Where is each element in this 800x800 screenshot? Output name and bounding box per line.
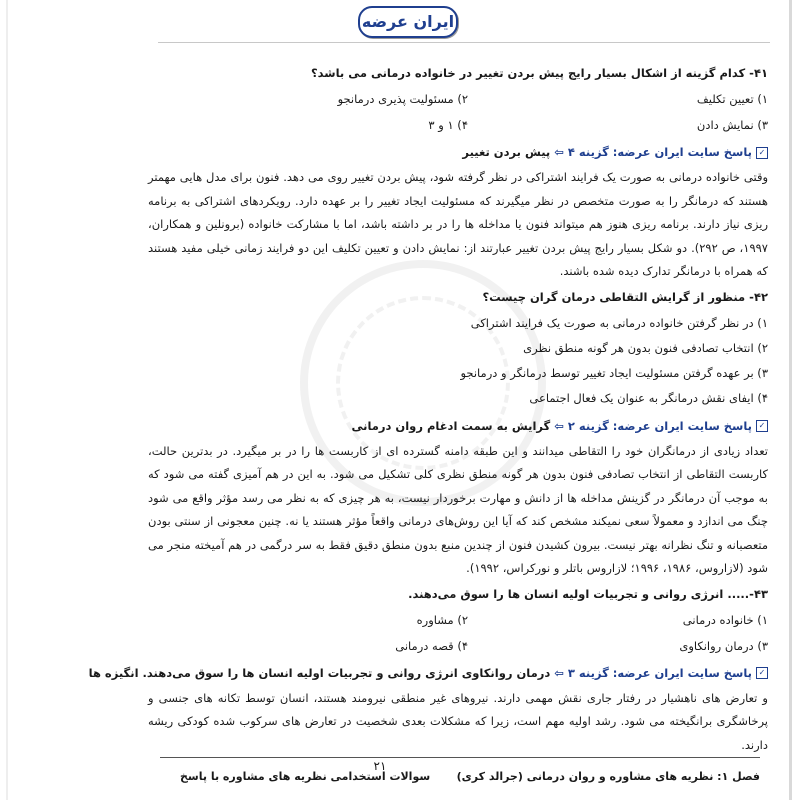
question-41-options-row-1: [148, 87, 768, 111]
question-43-explanation: و تعارض های ناهشیار در رفتار جاری نقش مهمی دارند. نیروهای غیر منطقی نیرومند هستند، انسان توسط تکانه های جنسی و پرخاشگری برانگیخته می شود. رشد اولیه مهم است، زیرا که مشکلات بعدی شخصیت در تعارض های سرکوب شده کودکی ریشه دارند.: [148, 690, 768, 752]
question-42-answer-text: گرایش به سمت ادغام روان درمانی: [351, 418, 555, 433]
question-41-option-1: ۱) تعیین تکلیف: [696, 92, 768, 106]
checkbox-icon: ✓: [756, 147, 768, 159]
question-42-explanation: تعداد زیادی از درمانگران خود را التقاطی میدانند و این طبقه دامنه گسترده ای از کاربست ها را در بر میگیرد. در بدترین حالت، کاربست التقاطی از انتخاب تصادفی فنون بدون هر گونه منطق نظری کلی تشکیل می شود. به این در هم آمیزی گفته می شود که به موجب آن درمانگر در گزینش مداخله ها از دانش و مهارت برخوردار نیست، به هر چیزی که به نظر می رسد مؤثر واقع می شود چنگ می اندازد و معمولاً سعی نمیکند مشخص کند که آیا این روش‌های درمانی واقعاً مؤثر هستند یا نه. چنین معجونی از سنتی بودن متعصبانه و تنگ نظرانه بهتر نیست. بیرون کشیدن فنون از چندین منبع بدون منطق دقیق فقط به سر درگمی در هم آمیخته منجر می شود (لازاروس، ۱۹۸۶، ۱۹۹۶؛ لازاروس باتلر و نورکراس، ۱۹۹۲).: [148, 443, 768, 575]
question-43-options-row-2: [148, 634, 768, 658]
question-42-answer-prefix: پاسخ سایت ایران عرضه: گزینه ۲ ⇦: [554, 418, 752, 433]
question-43-answer: [88, 662, 768, 685]
question-41-options-row-2: [148, 113, 768, 137]
question-42-option-1: ۱) در نظر گرفتن خانواده درمانی به صورت یک فرایند اشتراکی: [470, 315, 768, 330]
header-divider: [158, 42, 770, 43]
question-43-title: ۴۳-..... انرژی روانی و تجربیات اولیه انسان ها را سوق می‌دهند.: [408, 586, 768, 601]
question-42-option-2: ۲) انتخاب تصادفی فنون بدون هر گونه منطق نظری: [523, 340, 768, 355]
page-frame-right: [789, 0, 792, 800]
question-41-title: ۴۱- کدام گزینه از اشکال بسیار رایج پیش بردن تغییر در خانواده درمانی می باشد؟: [310, 66, 768, 80]
question-42-option-4: ۴) ایفای نقش درمانگر به عنوان یک فعال اجتماعی: [529, 390, 768, 405]
footer-book-title: سوالات استخدامی نظریه های مشاوره با پاسخ: [180, 770, 431, 783]
page-frame-left: [6, 0, 8, 800]
question-41-option-4: ۴) ۱ و ۳: [428, 118, 468, 132]
document-body: [88, 60, 768, 759]
question-41-explanation: وقتی خانواده درمانی به صورت یک فرایند اشتراکی در نظر گرفته شود، پیش بردن تغییر روی می دهد. فنون برای مدل هایی مهمتر هستند که درمانگر را به صورت متخصص در نظر میگیرند که مسئولیت ایجاد تغییر را بر عهده دارد. رویکردهای اشتراکی به برنامه ریزی نیاز دارند. برنامه ریزی هنوز هم میتواند فنون یا مداخله ها را در بر داشته باشد، اما با مشارکت خانواده (برونلین و همکاران، ۱۹۹۷، ص ۲۹۲). دو شکل بسیار رایج پیش بردن تغییر عبارتند از: نمایش دادن و تعیین تکلیف این دو فرایند زمانی خیلی مفید هستند که همراه با درمانگر تدارک دیده شده باشند.: [148, 170, 768, 278]
question-41-answer: [148, 141, 768, 164]
footer-chapter-title: فصل ۱: نظریه های مشاوره و روان درمانی (جرالد کری): [456, 770, 760, 783]
question-41-answer-prefix: پاسخ سایت ایران عرضه: گزینه ۴ ⇦: [554, 145, 752, 159]
question-42-answer: [148, 415, 768, 438]
checkbox-icon: ✓: [756, 667, 768, 679]
question-43-option-2: ۲) مشاوره: [416, 612, 468, 627]
question-43-option-1: ۱) خانواده درمانی: [682, 612, 768, 627]
checkbox-icon: ✓: [756, 420, 768, 432]
question-43-option-3: ۳) درمان روانکاوی: [679, 638, 768, 653]
question-43-answer-text: درمان روانکاوی انرژی روانی و تجربیات اولیه انسان ها را سوق می‌دهند. انگیزه ها: [88, 665, 555, 680]
question-43-answer-prefix: پاسخ سایت ایران عرضه: گزینه ۳ ⇦: [554, 665, 752, 680]
question-42-title: ۴۲- منظور از گرایش التقاطی درمان گران چیست؟: [482, 289, 768, 304]
site-logo: ایران عرضه: [358, 6, 458, 38]
question-43-options-row-1: [148, 608, 768, 632]
question-41-option-3: ۳) نمایش دادن: [696, 118, 768, 132]
page-number: ۲۱: [373, 759, 387, 773]
question-42-option-3: ۳) بر عهده گرفتن مسئولیت ایجاد تغییر توسط درمانگر و درمانجو: [460, 365, 768, 380]
question-41-answer-text: پیش بردن تغییر: [462, 145, 555, 159]
question-43-option-4: ۴) قصه درمانی: [395, 638, 468, 653]
footer-divider: [160, 757, 760, 758]
question-41-option-2: ۲) مسئولیت پذیری درمانجو: [337, 92, 468, 106]
